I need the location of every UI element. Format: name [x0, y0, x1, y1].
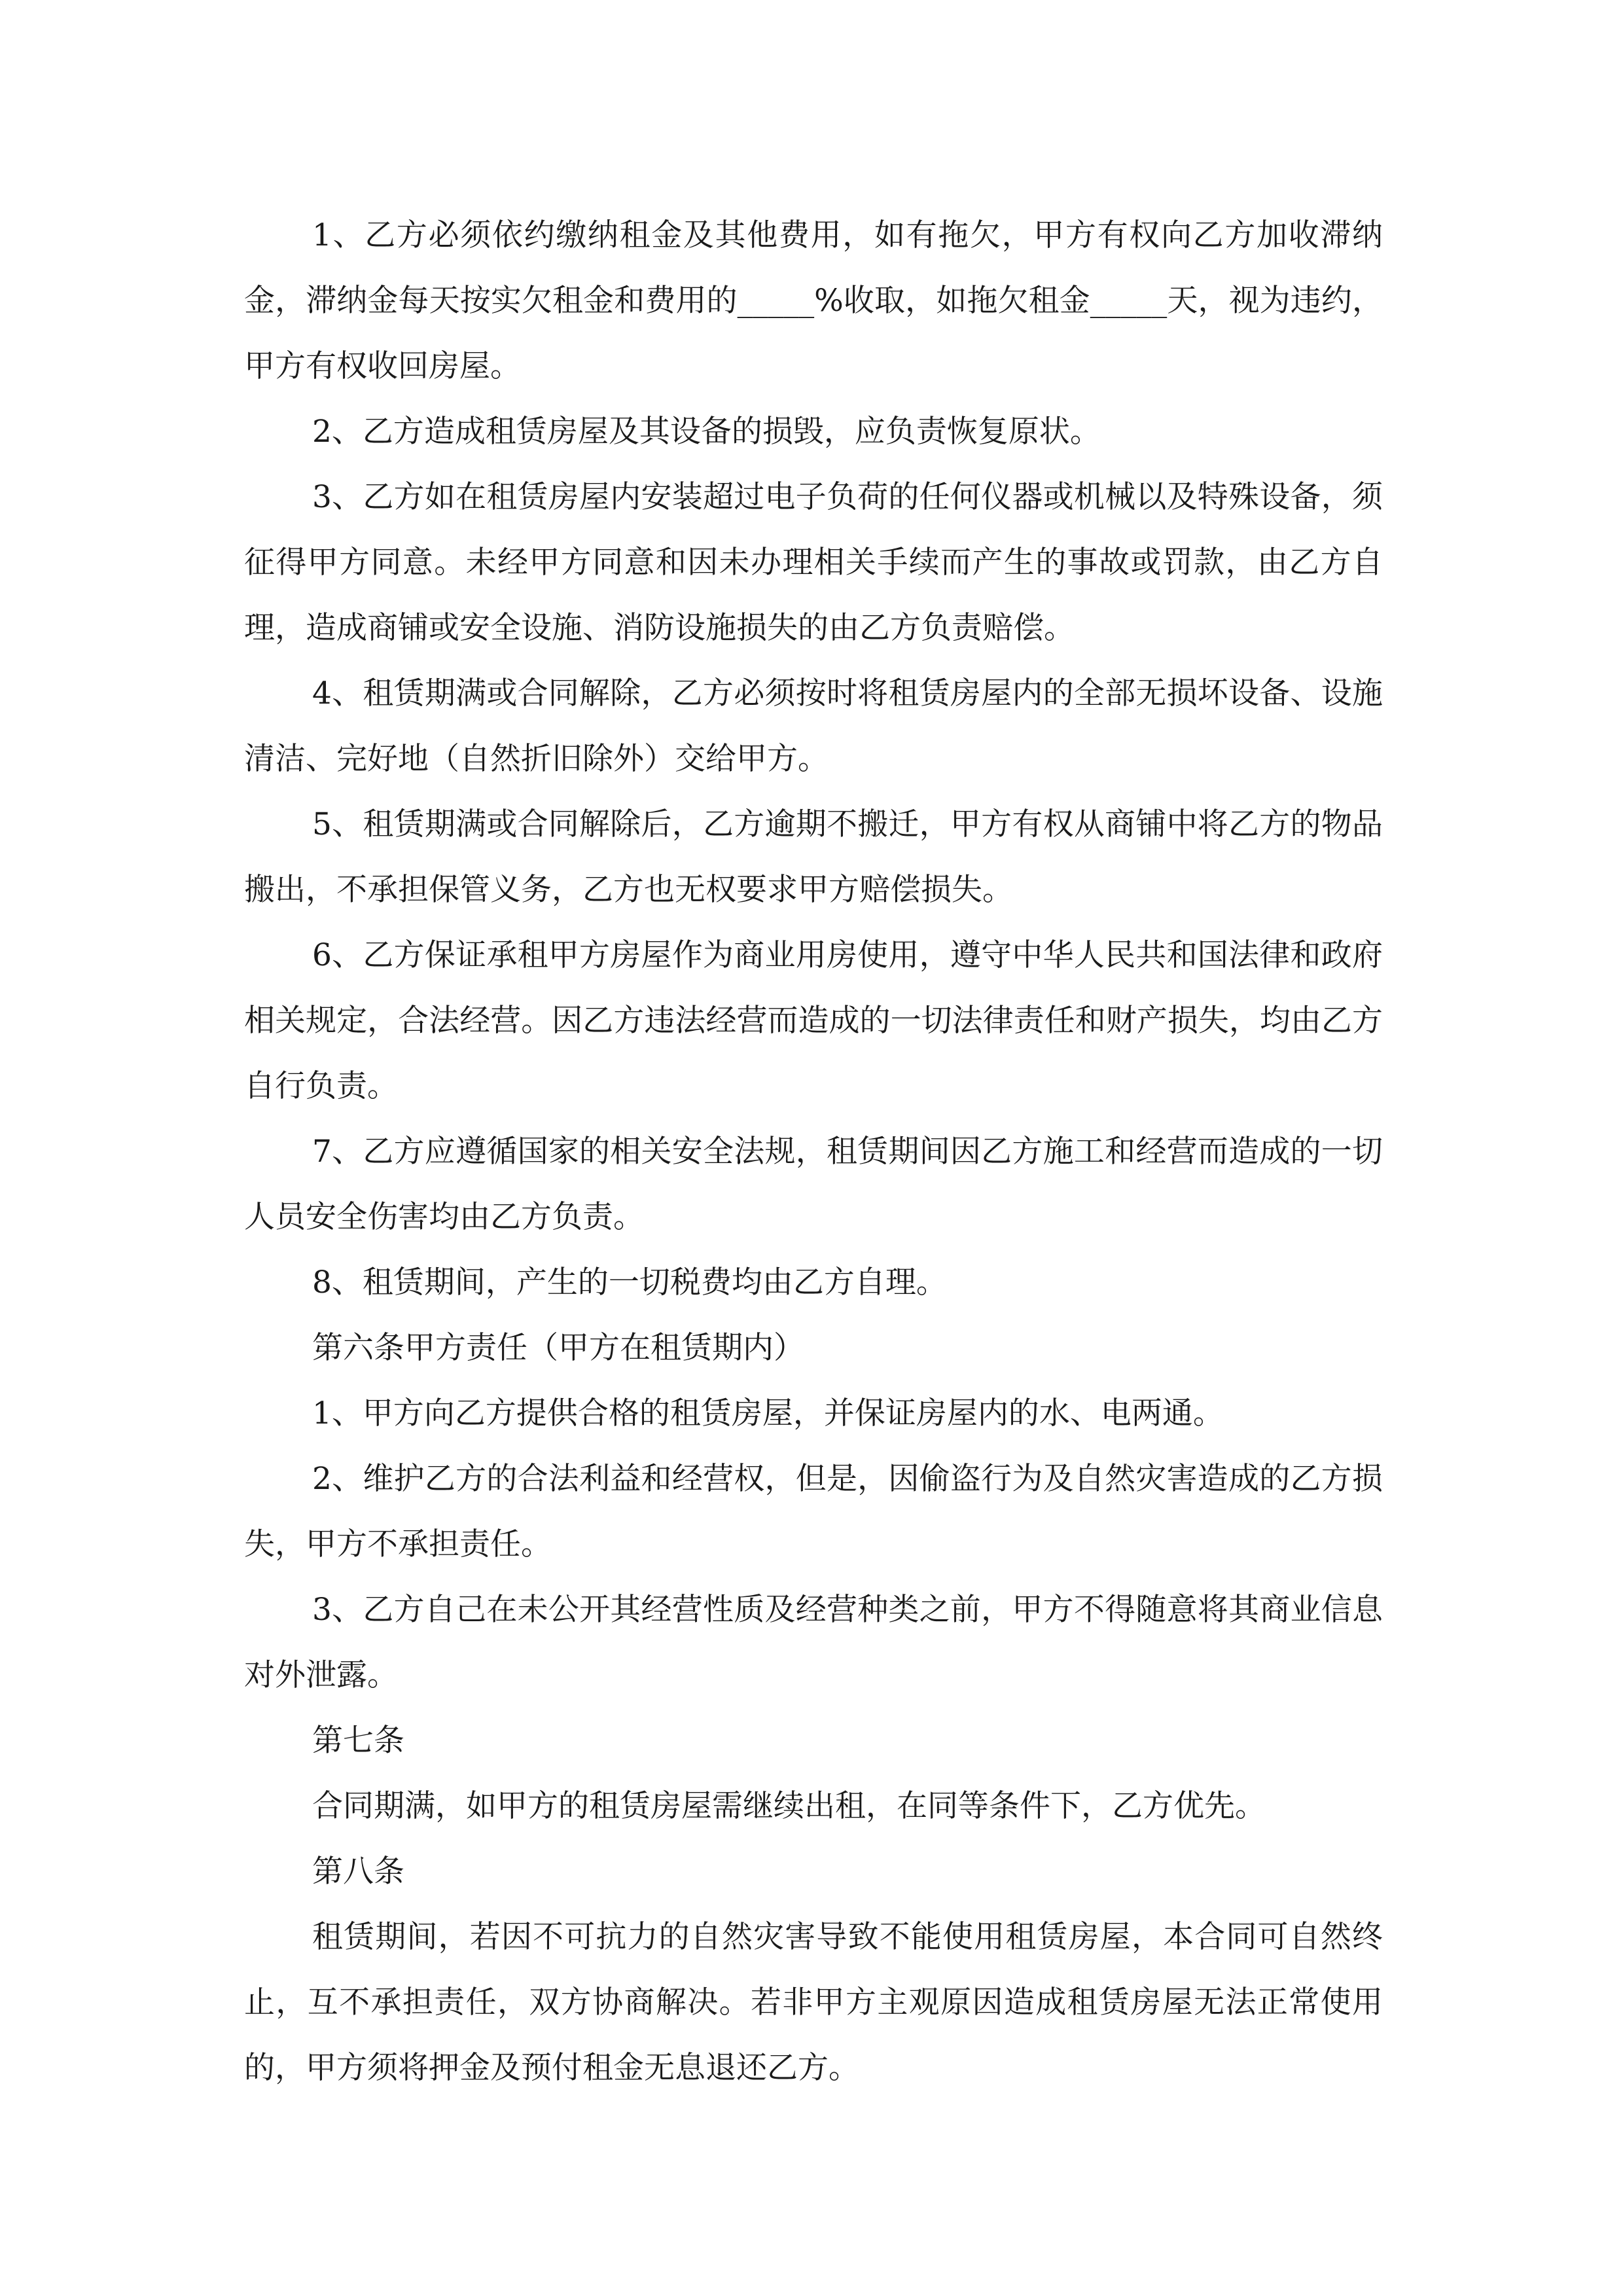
document-body	[244, 203, 1383, 2101]
clause-5-item-5: 5、租赁期满或合同解除后，乙方逾期不搬迁，甲方有权从商铺中将乙方的物品搬出，不承担保管义务，乙方也无权要求甲方赔偿损失。	[244, 806, 1383, 908]
clause-5-item-1: 1、乙方必须依约缴纳租金及其他费用，如有拖欠，甲方有权向乙方加收滞纳金，滞纳金每天按实欠租金和费用的_____%收取，如拖欠租金_____天，视为违约，甲方有权收回房屋。	[244, 217, 1383, 384]
clause-6-item-2: 2、维护乙方的合法利益和经营权，但是，因偷盗行为及自然灾害造成的乙方损失，甲方不承担责任。	[244, 1461, 1383, 1562]
clause-5-item-7: 7、乙方应遵循国家的相关安全法规，租赁期间因乙方施工和经营而造成的一切人员安全伤害均由乙方负责。	[244, 1134, 1383, 1235]
clause-5-item-4: 4、租赁期满或合同解除，乙方必须按时将租赁房屋内的全部无损坏设备、设施清洁、完好地（自然折旧除外）交给甲方。	[244, 675, 1383, 777]
clause-5-item-2: 2、乙方造成租赁房屋及其设备的损毁，应负责恢复原状。	[312, 414, 1101, 450]
clause-5-item-3: 3、乙方如在租赁房屋内安装超过电子负荷的任何仪器或机械以及特殊设备，须征得甲方同意。未经甲方同意和因未办理相关手续而产生的事故或罚款，由乙方自理，造成商铺或安全设施、消防设施损失的由乙方负责赔偿。	[244, 479, 1383, 646]
clause-7-body: 合同期满，如甲方的租赁房屋需继续出租，在同等条件下，乙方优先。	[312, 1788, 1266, 1824]
clause-6-heading: 第六条甲方责任（甲方在租赁期内）	[312, 1330, 804, 1366]
clause-6-item-1: 1、甲方向乙方提供合格的租赁房屋，并保证房屋内的水、电两通。	[312, 1395, 1224, 1431]
clause-8-heading: 第八条	[312, 1854, 404, 1890]
clause-5-item-6: 6、乙方保证承租甲方房屋作为商业用房使用，遵守中华人民共和国法律和政府相关规定，合法经营。因乙方违法经营而造成的一切法律责任和财产损失，均由乙方自行负责。	[244, 937, 1383, 1104]
clause-8-body: 租赁期间，若因不可抗力的自然灾害导致不能使用租赁房屋，本合同可自然终止，互不承担责任，双方协商解决。若非甲方主观原因造成租赁房屋无法正常使用的，甲方须将押金及预付租金无息退还乙方。	[244, 1919, 1383, 2086]
clause-7-heading: 第七条	[312, 1723, 404, 1759]
clause-5-item-8: 8、租赁期间，产生的一切税费均由乙方自理。	[312, 1265, 947, 1300]
clause-6-item-3: 3、乙方自己在未公开其经营性质及经营种类之前，甲方不得随意将其商业信息对外泄露。	[244, 1592, 1383, 1693]
